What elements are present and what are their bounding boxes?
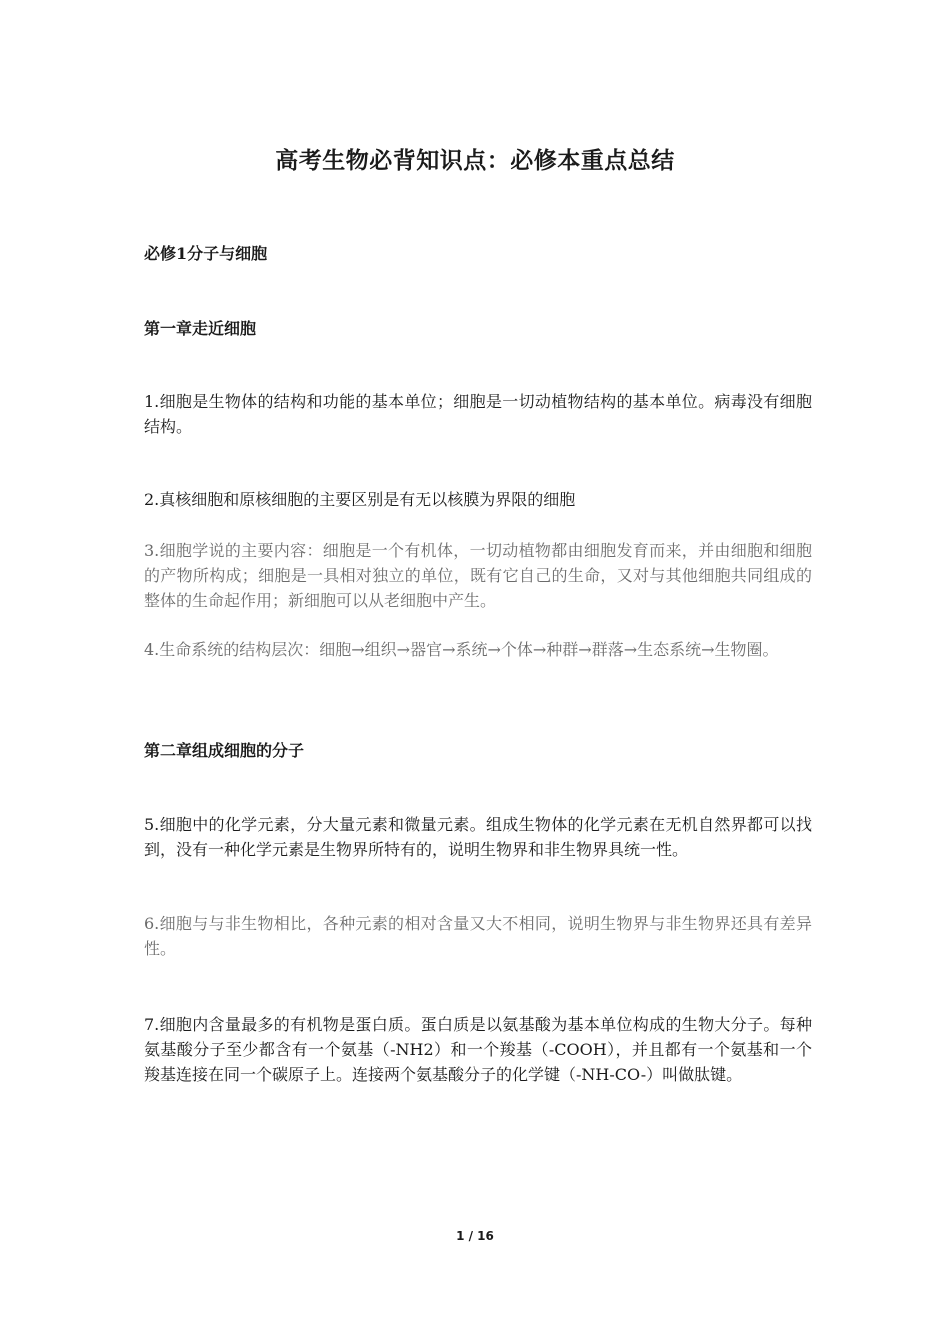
- paragraph-2: 2.真核细胞和原核细胞的主要区别是有无以核膜为界限的细胞: [144, 490, 576, 509]
- document-title: 高考生物必背知识点：必修本重点总结: [275, 147, 675, 174]
- paragraph-4: 4.生命系统的结构层次：细胞→组织→器官→系统→个体→种群→群落→生态系统→生物圈。: [144, 640, 779, 659]
- paragraph-3: 3.细胞学说的主要内容：细胞是一个有机体，一切动植物都由细胞发育而来，并由细胞和细胞的产物所构成；细胞是一具相对独立的单位，既有它自己的生命，又对与其他细胞共同组成的整体的生命起作用；新细胞可以从老细胞中产生。: [144, 541, 812, 610]
- paragraph-5: 5.细胞中的化学元素，分大量元素和微量元素。组成生物体的化学元素在无机自然界都可以找到，没有一种化学元素是生物界所特有的，说明生物界和非生物界具统一性。: [144, 815, 812, 859]
- chapter-heading-2: 第二章组成细胞的分子: [144, 741, 305, 760]
- page-number: 1 / 16: [456, 1229, 494, 1243]
- module-heading: 必修1分子与细胞: [144, 244, 268, 263]
- chapter-heading-1: 第一章走近细胞: [144, 319, 257, 338]
- paragraph-6: 6.细胞与与非生物相比，各种元素的相对含量又大不相同，说明生物界与非生物界还具有差异性。: [144, 914, 812, 958]
- paragraph-1: 1.细胞是生物体的结构和功能的基本单位；细胞是一切动植物结构的基本单位。病毒没有细胞结构。: [144, 392, 812, 436]
- paragraph-7: 7.细胞内含量最多的有机物是蛋白质。蛋白质是以氨基酸为基本单位构成的生物大分子。每种氨基酸分子至少都含有一个氨基（-NH2）和一个羧基（-COOH），并且都有一个氨基和一个羧基连接在同一个碳原子上。连接两个氨基酸分子的化学键（-NH-CO-）叫做肽键。: [144, 1015, 812, 1084]
